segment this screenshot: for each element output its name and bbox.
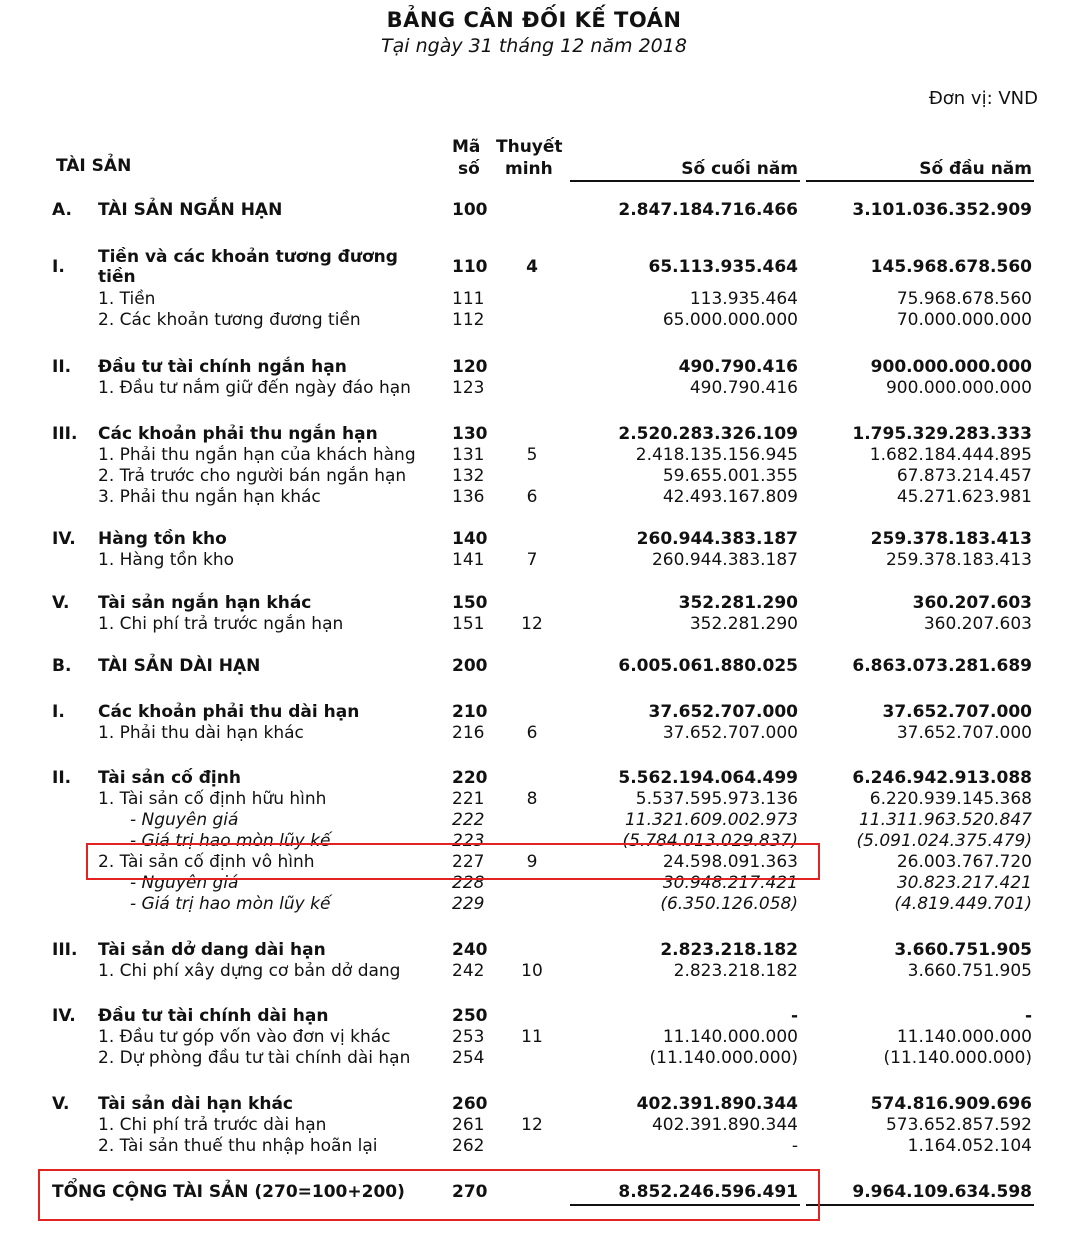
row-section-number: IV.	[52, 1006, 76, 1026]
row-year-end-value: 11.321.609.002.973	[624, 810, 798, 830]
row-item-name: 1. Phải thu dài hạn khác	[98, 723, 304, 743]
row-year-begin-value: 26.003.767.720	[896, 852, 1032, 872]
row-code: 242	[452, 961, 485, 981]
row-year-begin-value: 574.816.909.696	[870, 1094, 1032, 1114]
table-row	[0, 247, 1068, 287]
row-year-begin-value: 30.823.217.421	[896, 873, 1032, 893]
row-code: 130	[452, 424, 488, 444]
row-code: 260	[452, 1094, 488, 1114]
row-year-begin-value: 6.220.939.145.368	[869, 789, 1032, 809]
table-row	[0, 722, 1068, 744]
table-row	[0, 809, 1068, 831]
row-code: 210	[452, 702, 488, 722]
row-section-number: V.	[52, 593, 70, 613]
row-note: 9	[526, 852, 538, 872]
row-year-end-value: 11.140.000.000	[662, 1027, 798, 1047]
row-year-begin-value: 259.378.183.413	[870, 529, 1032, 549]
row-code: 227	[452, 852, 485, 872]
row-code: 228	[452, 873, 485, 893]
table-row	[0, 939, 1068, 961]
row-section-number: B.	[52, 656, 72, 676]
row-year-end-value: 59.655.001.355	[662, 466, 798, 486]
row-item-name: Các khoản phải thu dài hạn	[98, 702, 360, 722]
header-code-line1: Mã	[452, 137, 481, 157]
row-year-begin-value: 3.660.751.905	[907, 961, 1032, 981]
row-year-begin-value: (11.140.000.000)	[883, 1048, 1032, 1068]
table-row	[0, 444, 1068, 466]
total-underline-begin	[806, 1204, 1034, 1206]
row-year-end-value: (11.140.000.000)	[649, 1048, 798, 1068]
row-year-end-value: 30.948.217.421	[662, 873, 798, 893]
row-year-end-value: 2.823.218.182	[660, 940, 798, 960]
row-note: 4	[526, 257, 538, 277]
table-row	[0, 893, 1068, 915]
row-year-end-value: 65.113.935.464	[648, 257, 798, 277]
row-year-end-value: 2.847.184.716.466	[618, 200, 798, 220]
row-year-begin-value: 573.652.857.592	[885, 1115, 1032, 1135]
row-note: 10	[521, 961, 543, 981]
row-code: 254	[452, 1048, 485, 1068]
row-year-begin-value: (5.091.024.375.479)	[856, 831, 1032, 851]
header-underline-end	[570, 180, 800, 182]
row-section-number: II.	[52, 357, 72, 377]
row-item-name: 1. Đầu tư góp vốn vào đơn vị khác	[98, 1027, 391, 1047]
row-section-number: III.	[52, 940, 78, 960]
row-code: 136	[452, 487, 485, 507]
document-date: Tại ngày 31 tháng 12 năm 2018	[381, 35, 687, 57]
row-code: 111	[452, 289, 485, 309]
highlight-intangible-assets	[86, 843, 820, 880]
row-code: 123	[452, 378, 485, 398]
row-year-begin-value: 67.873.214.457	[896, 466, 1032, 486]
row-code: 141	[452, 550, 485, 570]
table-row	[0, 1047, 1068, 1069]
row-code: 229	[452, 894, 485, 914]
row-year-begin-value: 1.682.184.444.895	[869, 445, 1032, 465]
row-item-name: 1. Hàng tồn kho	[98, 550, 235, 570]
header-note-line1: Thuyết	[496, 137, 563, 157]
row-year-begin-value: 11.140.000.000	[896, 1027, 1032, 1047]
row-year-end-value: 5.537.595.973.136	[635, 789, 798, 809]
row-year-begin-value: 37.652.707.000	[896, 723, 1032, 743]
row-year-begin-value: 70.000.000.000	[896, 310, 1032, 330]
row-section-number: V.	[52, 1094, 70, 1114]
total-year-begin: 9.964.109.634.598	[852, 1182, 1032, 1202]
row-year-begin-value: -	[1024, 1006, 1032, 1026]
row-code: 216	[452, 723, 485, 743]
row-code: 253	[452, 1027, 485, 1047]
row-year-begin-value: 1.164.052.104	[907, 1136, 1032, 1156]
header-year-begin: Số đầu năm	[919, 159, 1032, 179]
total-year-end: 8.852.246.596.491	[618, 1182, 798, 1202]
currency-unit: Đơn vị: VND	[928, 88, 1038, 109]
row-code: 250	[452, 1006, 488, 1026]
row-year-end-value: 490.790.416	[678, 357, 798, 377]
row-year-end-value: -	[791, 1136, 798, 1156]
row-year-begin-value: 900.000.000.000	[870, 357, 1032, 377]
row-year-end-value: 42.493.167.809	[662, 487, 798, 507]
row-year-begin-value: 37.652.707.000	[882, 702, 1032, 722]
table-row	[0, 960, 1068, 982]
highlight-total-assets	[38, 1169, 820, 1221]
row-year-begin-value: 3.101.036.352.909	[852, 200, 1032, 220]
table-row	[0, 1093, 1068, 1115]
row-item-name: 1. Tiền	[98, 289, 156, 309]
row-year-end-value: 5.562.194.064.499	[618, 768, 798, 788]
total-label: TỔNG CỘNG TÀI SẢN (270=100+200)	[52, 1182, 405, 1202]
row-item-name: Đầu tư tài chính ngắn hạn	[98, 357, 347, 377]
row-year-end-value: 37.652.707.000	[662, 723, 798, 743]
row-year-end-value: (5.784.013.029.837)	[622, 831, 798, 851]
row-section-number: II.	[52, 768, 72, 788]
row-note: 5	[526, 445, 538, 465]
header-underline-begin	[806, 180, 1034, 182]
table-row	[0, 1135, 1068, 1157]
total-code: 270	[452, 1182, 488, 1202]
row-item-name: TÀI SẢN NGẮN HẠN	[98, 200, 283, 220]
header-year-end: Số cuối năm	[681, 159, 798, 179]
table-row	[0, 701, 1068, 723]
row-year-begin-value: 259.378.183.413	[885, 550, 1032, 570]
row-code: 120	[452, 357, 488, 377]
table-row	[0, 613, 1068, 635]
row-item-name: 1. Chi phí trả trước dài hạn	[98, 1115, 327, 1135]
table-row	[0, 465, 1068, 487]
row-item-name: - Nguyên giá	[130, 873, 239, 893]
row-year-begin-value: 45.271.623.981	[896, 487, 1032, 507]
row-item-name: 1. Đầu tư nắm giữ đến ngày đáo hạn	[98, 378, 411, 398]
header-note-line2: minh	[505, 159, 553, 179]
row-item-name: 2. Các khoản tương đương tiền	[98, 310, 361, 330]
row-year-begin-value: 11.311.963.520.847	[858, 810, 1032, 830]
row-item-name: 1. Chi phí trả trước ngắn hạn	[98, 614, 344, 634]
row-code: 100	[452, 200, 488, 220]
row-year-begin-value: 900.000.000.000	[885, 378, 1032, 398]
table-row	[0, 549, 1068, 571]
row-year-begin-value: 75.968.678.560	[896, 289, 1032, 309]
table-row	[0, 309, 1068, 331]
row-item-name: 1. Tài sản cố định hữu hình	[98, 789, 327, 809]
row-item-name: 2. Tài sản thuế thu nhập hoãn lại	[98, 1136, 378, 1156]
row-year-begin-value: 3.660.751.905	[894, 940, 1032, 960]
header-code-line2: số	[458, 159, 480, 179]
row-code: 222	[452, 810, 485, 830]
row-code: 112	[452, 310, 485, 330]
row-item-name: 2. Tài sản cố định vô hình	[98, 852, 315, 872]
row-item-name: TÀI SẢN DÀI HẠN	[98, 656, 261, 676]
table-row	[0, 423, 1068, 445]
row-note: 7	[526, 550, 538, 570]
row-year-end-value: 352.281.290	[689, 614, 798, 634]
row-note: 11	[521, 1027, 543, 1047]
table-row	[0, 356, 1068, 378]
table-row	[0, 655, 1068, 677]
row-year-end-value: 352.281.290	[678, 593, 798, 613]
row-year-begin-value: 1.795.329.283.333	[852, 424, 1032, 444]
row-year-end-value: -	[790, 1006, 798, 1026]
row-code: 200	[452, 656, 488, 676]
row-year-end-value: 65.000.000.000	[662, 310, 798, 330]
row-item-name: - Giá trị hao mòn lũy kế	[130, 894, 331, 914]
row-item-name: 2. Trả trước cho người bán ngắn hạn	[98, 466, 407, 486]
header-assets: TÀI SẢN	[56, 156, 132, 176]
row-year-end-value: 24.598.091.363	[662, 852, 798, 872]
table-row	[0, 288, 1068, 310]
row-year-begin-value: 6.863.073.281.689	[852, 656, 1032, 676]
row-item-name: - Giá trị hao mòn lũy kế	[130, 831, 331, 851]
row-code: 151	[452, 614, 485, 634]
row-code: 221	[452, 789, 485, 809]
table-row	[0, 592, 1068, 614]
row-code: 223	[452, 831, 485, 851]
row-year-begin-value: 360.207.603	[912, 593, 1032, 613]
row-item-name-continued: tiền	[98, 267, 136, 287]
row-year-end-value: (6.350.126.058)	[660, 894, 798, 914]
row-year-end-value: 402.391.890.344	[636, 1094, 798, 1114]
row-section-number: III.	[52, 424, 78, 444]
row-year-begin-value: (4.819.449.701)	[894, 894, 1032, 914]
row-section-number: I.	[52, 702, 65, 722]
row-year-end-value: 37.652.707.000	[648, 702, 798, 722]
row-note: 12	[521, 1115, 543, 1135]
row-item-name: 3. Phải thu ngắn hạn khác	[98, 487, 321, 507]
row-item-name: Tiền và các khoản tương đương	[98, 247, 398, 267]
row-item-name: 1. Phải thu ngắn hạn của khách hàng	[98, 445, 416, 465]
row-year-end-value: 2.823.218.182	[673, 961, 798, 981]
row-year-end-value: 402.391.890.344	[651, 1115, 798, 1135]
row-section-number: IV.	[52, 529, 76, 549]
row-item-name: Tài sản ngắn hạn khác	[98, 593, 312, 613]
row-code: 262	[452, 1136, 485, 1156]
table-row	[0, 1005, 1068, 1027]
table-row	[0, 1026, 1068, 1048]
row-item-name: Tài sản dở dang dài hạn	[98, 940, 326, 960]
row-note: 6	[526, 487, 538, 507]
row-item-name: Hàng tồn kho	[98, 529, 227, 549]
row-year-begin-value: 145.968.678.560	[870, 257, 1032, 277]
table-row	[0, 486, 1068, 508]
row-year-end-value: 260.944.383.187	[636, 529, 798, 549]
row-item-name: - Nguyên giá	[130, 810, 239, 830]
table-row	[0, 1114, 1068, 1136]
row-code: 150	[452, 593, 488, 613]
row-year-end-value: 2.520.283.326.109	[618, 424, 798, 444]
table-row	[0, 528, 1068, 550]
row-section-number: A.	[52, 200, 72, 220]
row-item-name: Các khoản phải thu ngắn hạn	[98, 424, 378, 444]
table-row	[0, 767, 1068, 789]
row-note: 8	[526, 789, 538, 809]
row-item-name: Tài sản dài hạn khác	[98, 1094, 294, 1114]
row-year-begin-value: 6.246.942.913.088	[852, 768, 1032, 788]
document-title: BẢNG CÂN ĐỐI KẾ TOÁN	[386, 8, 682, 32]
row-note: 12	[521, 614, 543, 634]
row-code: 261	[452, 1115, 485, 1135]
row-note: 6	[526, 723, 538, 743]
row-code: 110	[452, 257, 488, 277]
table-row	[0, 788, 1068, 810]
row-code: 220	[452, 768, 488, 788]
row-year-end-value: 490.790.416	[689, 378, 798, 398]
row-year-end-value: 260.944.383.187	[651, 550, 798, 570]
row-code: 240	[452, 940, 488, 960]
row-item-name: 1. Chi phí xây dựng cơ bản dở dang	[98, 961, 401, 981]
row-item-name: 2. Dự phòng đầu tư tài chính dài hạn	[98, 1048, 411, 1068]
row-code: 140	[452, 529, 488, 549]
row-code: 131	[452, 445, 485, 465]
table-row	[0, 199, 1068, 221]
row-item-name: Tài sản cố định	[98, 768, 241, 788]
row-code: 132	[452, 466, 485, 486]
row-year-begin-value: 360.207.603	[923, 614, 1032, 634]
table-row	[0, 377, 1068, 399]
row-year-end-value: 113.935.464	[689, 289, 798, 309]
row-year-end-value: 6.005.061.880.025	[618, 656, 798, 676]
row-year-end-value: 2.418.135.156.945	[635, 445, 798, 465]
row-section-number: I.	[52, 257, 65, 277]
row-item-name: Đầu tư tài chính dài hạn	[98, 1006, 329, 1026]
